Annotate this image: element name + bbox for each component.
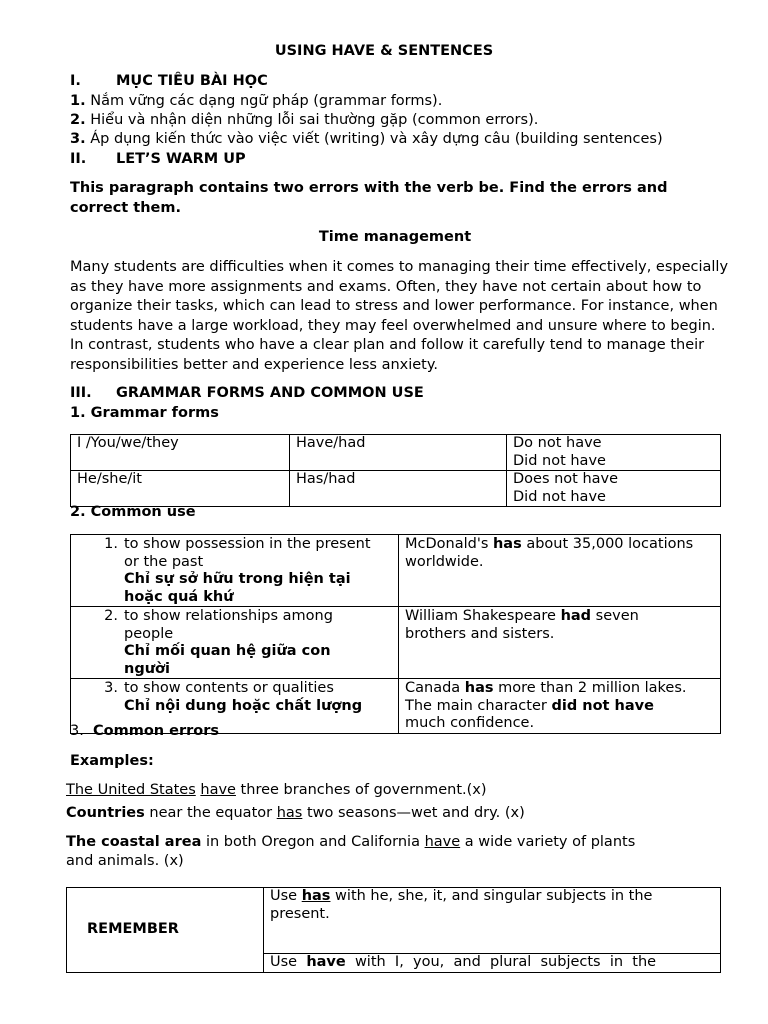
- example-text: in both Oregon and California: [201, 834, 425, 850]
- common-use-table: [70, 534, 721, 734]
- objective-text: Nắm vững các dạng ngữ pháp (grammar forms).: [90, 93, 443, 109]
- subject-cell: I /You/we/they: [71, 435, 290, 471]
- rule-text: with he, she, it, and singular subjects in the: [330, 888, 653, 904]
- remember-rule-2: [264, 954, 721, 973]
- example-text: about 35,000 locations: [521, 536, 694, 552]
- section-2-number: II.: [70, 151, 87, 167]
- use-cell: [71, 535, 399, 607]
- objective-number: 3.: [70, 131, 86, 147]
- example-verb: had: [560, 608, 592, 624]
- passage-title: Time management: [318, 229, 472, 245]
- warmup-instruction: This paragraph contains two errors with the verb be. Find the errors and correct them.: [70, 180, 668, 216]
- rule-text-cont: present.: [270, 905, 330, 922]
- example-text: The main character: [405, 697, 552, 714]
- example-text-cont: much confidence.: [405, 715, 535, 731]
- example-text: more than 2 million lakes.: [493, 680, 687, 696]
- use-number: 3.: [104, 680, 118, 696]
- section-3-number: III.: [70, 385, 92, 401]
- example-text-cont: worldwide.: [405, 553, 484, 570]
- example-cell: [399, 535, 721, 607]
- example-cell: [399, 607, 721, 679]
- common-use-heading: 2. Common use: [70, 504, 196, 520]
- verb-cell: Has/had: [290, 471, 507, 507]
- example-verb: have: [200, 782, 236, 798]
- grammar-forms-heading: 1. Grammar forms: [70, 405, 219, 421]
- use-description: to show possession in the present: [124, 536, 371, 552]
- use-translation: Chỉ sự sở hữu trong hiện tại: [124, 571, 351, 587]
- example-text-cont: brothers and sisters.: [405, 625, 555, 642]
- example-text: seven: [591, 608, 639, 624]
- table-row: [67, 888, 721, 954]
- example-subject: The United States: [66, 782, 196, 798]
- example-text: a wide variety of plants: [460, 834, 636, 850]
- common-errors-heading: [70, 722, 219, 741]
- example-verb: did not have: [551, 697, 654, 714]
- objective-number: 1.: [70, 93, 86, 109]
- grammar-forms-table: [70, 434, 721, 507]
- use-description-cont: or the past: [124, 553, 204, 570]
- error-example-3-cont: and animals. (x): [66, 853, 184, 869]
- rule-verb: have: [306, 954, 346, 970]
- remember-rule-1: [264, 888, 721, 954]
- objective-item-2: [70, 111, 538, 130]
- table-row: [71, 435, 721, 471]
- example-verb: has: [492, 536, 522, 552]
- objective-text: Áp dụng kiến thức vào việc viết (writing) và xây dựng câu (building sentences): [90, 131, 663, 147]
- negative-present: Does not have: [513, 471, 619, 487]
- rule-text: with I, you, and plural subjects in the: [354, 954, 657, 970]
- negative-present: Do not have: [513, 435, 602, 451]
- example-text: Canada: [405, 680, 465, 696]
- subject-cell: He/she/it: [71, 471, 290, 507]
- objective-item-3: [70, 130, 663, 149]
- use-translation: Chỉ mối quan hệ giữa con: [124, 643, 331, 659]
- section-1-heading: MỤC TIÊU BÀI HỌC: [116, 73, 268, 89]
- section-3-heading: GRAMMAR FORMS AND COMMON USE: [116, 385, 424, 401]
- example-text: two seasons—wet and dry. (x): [302, 805, 525, 821]
- passage-text: Many students are difficulties when it comes to managing their time effectively, especially as they have more assignments and exams. Often, they have not certain about how to organize their tasks, which can lead to stress and lower performance. For instance, when students have a large workload, they may feel overwhelmed and unsure where to begin. In contrast, students who have a clear plan and follow it carefully tend to manage their responsibilities better and experience less anxiety.: [70, 259, 729, 373]
- remember-label: REMEMBER: [67, 888, 264, 973]
- example-text: three branches of government.(x): [235, 782, 487, 798]
- examples-label: Examples:: [70, 753, 154, 769]
- example-verb: has: [276, 805, 303, 821]
- use-translation-cont: hoặc quá khứ: [124, 588, 234, 605]
- use-description: to show relationships among: [124, 608, 333, 624]
- negative-past: Did not have: [513, 488, 606, 505]
- use-translation: Chỉ nội dung hoặc chất lượng: [124, 697, 363, 714]
- table-row: [71, 607, 721, 679]
- error-example-2: [66, 804, 525, 823]
- negative-cell: [507, 435, 721, 471]
- negative-cell: [507, 471, 721, 507]
- example-text: near the equator: [144, 805, 277, 821]
- table-row: [71, 535, 721, 607]
- use-translation-cont: người: [124, 660, 170, 677]
- remember-table: [66, 887, 721, 973]
- negative-past: Did not have: [513, 452, 606, 469]
- rule-text: Use: [270, 954, 298, 970]
- example-verb: have: [424, 834, 461, 850]
- use-number: 1.: [104, 536, 118, 552]
- example-verb: has: [464, 680, 494, 696]
- verb-cell: Have/had: [290, 435, 507, 471]
- example-cell: [399, 679, 721, 734]
- use-description-cont: people: [124, 625, 174, 642]
- rule-verb: has: [301, 888, 331, 904]
- section-1-number: I.: [70, 73, 81, 89]
- document-title: USING HAVE & SENTENCES: [274, 43, 494, 59]
- error-example-3: [66, 833, 635, 852]
- error-example-1: [66, 781, 487, 800]
- objective-number: 2.: [70, 112, 86, 128]
- objective-item-1: [70, 92, 442, 111]
- common-errors-number: 3.: [70, 723, 84, 739]
- use-description: to show contents or qualities: [124, 680, 334, 696]
- rule-text: Use: [270, 888, 302, 904]
- objective-text: Hiểu và nhận diện những lỗi sai thường gặp (common errors).: [90, 112, 539, 128]
- common-errors-label: Common errors: [93, 723, 220, 739]
- table-row: [71, 471, 721, 507]
- example-text: William Shakespeare: [405, 608, 561, 624]
- section-2-heading: LET’S WARM UP: [116, 151, 246, 167]
- use-cell: [71, 607, 399, 679]
- example-subject: The coastal area: [66, 834, 202, 850]
- use-number: 2.: [104, 608, 118, 624]
- example-subject: Countries: [66, 805, 145, 821]
- example-text: McDonald's: [405, 536, 493, 552]
